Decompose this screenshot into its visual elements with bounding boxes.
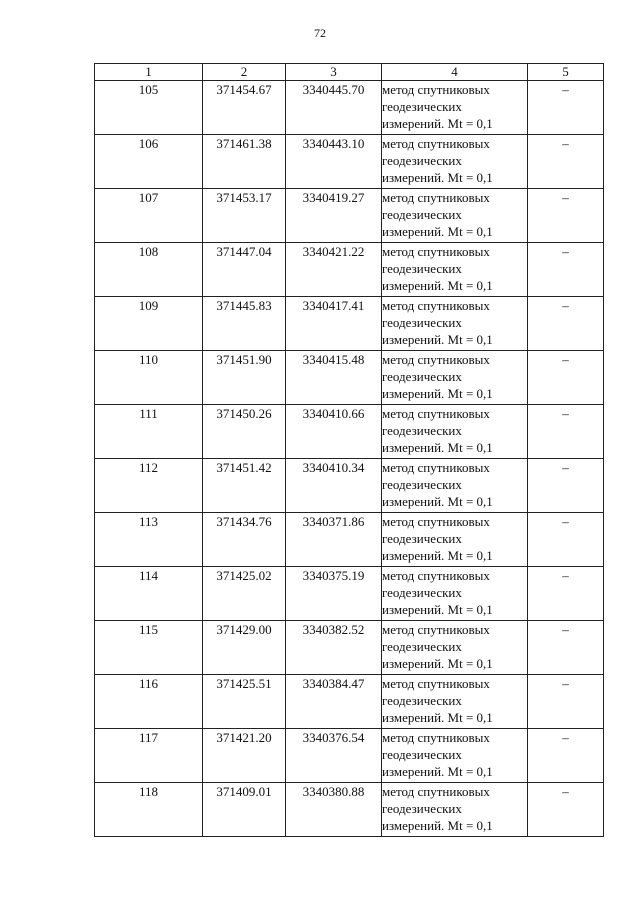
method-line-2: геодезических <box>382 747 462 762</box>
column-header-1: 1 <box>95 64 203 81</box>
y-coordinate-cell: 3340415.48 <box>286 351 382 405</box>
method-line-2: геодезических <box>382 153 462 168</box>
method-line-3: измерений. Mt = 0,1 <box>382 386 493 401</box>
method-line-1: метод спутниковых <box>382 406 490 421</box>
x-coordinate-cell: 371425.51 <box>203 675 286 729</box>
method-line-3: измерений. Mt = 0,1 <box>382 332 493 347</box>
table-body <box>95 81 604 837</box>
table-row <box>95 351 604 405</box>
method-line-1: метод спутниковых <box>382 136 490 151</box>
table-row <box>95 243 604 297</box>
point-number-cell: 114 <box>95 567 203 621</box>
method-cell <box>382 243 528 297</box>
method-line-3: измерений. Mt = 0,1 <box>382 494 493 509</box>
method-cell <box>382 297 528 351</box>
point-number-cell: 118 <box>95 783 203 837</box>
method-line-2: геодезических <box>382 207 462 222</box>
table-row <box>95 81 604 135</box>
method-line-3: измерений. Mt = 0,1 <box>382 278 493 293</box>
method-cell <box>382 513 528 567</box>
point-number-cell: 107 <box>95 189 203 243</box>
method-line-2: геодезических <box>382 531 462 546</box>
x-coordinate-cell: 371425.02 <box>203 567 286 621</box>
method-line-1: метод спутниковых <box>382 514 490 529</box>
method-line-1: метод спутниковых <box>382 82 490 97</box>
point-number-cell: 116 <box>95 675 203 729</box>
method-line-1: метод спутниковых <box>382 676 490 691</box>
method-line-3: измерений. Mt = 0,1 <box>382 548 493 563</box>
table-row <box>95 135 604 189</box>
column-5-cell: – <box>528 297 604 351</box>
y-coordinate-cell: 3340410.66 <box>286 405 382 459</box>
method-cell <box>382 351 528 405</box>
method-line-3: измерений. Mt = 0,1 <box>382 602 493 617</box>
point-number-cell: 117 <box>95 729 203 783</box>
y-coordinate-cell: 3340445.70 <box>286 81 382 135</box>
y-coordinate-cell: 3340443.10 <box>286 135 382 189</box>
y-coordinate-cell: 3340410.34 <box>286 459 382 513</box>
y-coordinate-cell: 3340375.19 <box>286 567 382 621</box>
method-line-2: геодезических <box>382 99 462 114</box>
method-line-1: метод спутниковых <box>382 190 490 205</box>
x-coordinate-cell: 371447.04 <box>203 243 286 297</box>
x-coordinate-cell: 371429.00 <box>203 621 286 675</box>
method-line-2: геодезических <box>382 369 462 384</box>
column-5-cell: – <box>528 351 604 405</box>
method-line-3: измерений. Mt = 0,1 <box>382 440 493 455</box>
x-coordinate-cell: 371451.42 <box>203 459 286 513</box>
point-number-cell: 113 <box>95 513 203 567</box>
column-header-5: 5 <box>528 64 604 81</box>
y-coordinate-cell: 3340384.47 <box>286 675 382 729</box>
method-cell <box>382 81 528 135</box>
column-5-cell: – <box>528 729 604 783</box>
column-5-cell: – <box>528 675 604 729</box>
y-coordinate-cell: 3340419.27 <box>286 189 382 243</box>
point-number-cell: 110 <box>95 351 203 405</box>
method-line-1: метод спутниковых <box>382 244 490 259</box>
column-header-4: 4 <box>382 64 528 81</box>
method-line-1: метод спутниковых <box>382 460 490 475</box>
point-number-cell: 105 <box>95 81 203 135</box>
method-line-2: геодезических <box>382 315 462 330</box>
x-coordinate-cell: 371434.76 <box>203 513 286 567</box>
method-cell <box>382 135 528 189</box>
point-number-cell: 115 <box>95 621 203 675</box>
x-coordinate-cell: 371461.38 <box>203 135 286 189</box>
column-5-cell: – <box>528 621 604 675</box>
x-coordinate-cell: 371409.01 <box>203 783 286 837</box>
column-header-2: 2 <box>203 64 286 81</box>
table-row <box>95 513 604 567</box>
table-row <box>95 783 604 837</box>
method-cell <box>382 189 528 243</box>
column-5-cell: – <box>528 81 604 135</box>
method-cell <box>382 567 528 621</box>
y-coordinate-cell: 3340421.22 <box>286 243 382 297</box>
point-number-cell: 106 <box>95 135 203 189</box>
method-line-3: измерений. Mt = 0,1 <box>382 764 493 779</box>
point-number-cell: 108 <box>95 243 203 297</box>
method-cell <box>382 729 528 783</box>
x-coordinate-cell: 371454.67 <box>203 81 286 135</box>
method-line-2: геодезических <box>382 261 462 276</box>
table-header-row <box>95 64 604 81</box>
x-coordinate-cell: 371451.90 <box>203 351 286 405</box>
coordinates-table <box>94 63 604 837</box>
method-line-3: измерений. Mt = 0,1 <box>382 116 493 131</box>
x-coordinate-cell: 371453.17 <box>203 189 286 243</box>
column-5-cell: – <box>528 189 604 243</box>
method-line-3: измерений. Mt = 0,1 <box>382 224 493 239</box>
method-cell <box>382 459 528 513</box>
method-cell <box>382 783 528 837</box>
column-header-3: 3 <box>286 64 382 81</box>
table-row <box>95 567 604 621</box>
method-cell <box>382 621 528 675</box>
point-number-cell: 109 <box>95 297 203 351</box>
x-coordinate-cell: 371421.20 <box>203 729 286 783</box>
y-coordinate-cell: 3340371.86 <box>286 513 382 567</box>
method-line-1: метод спутниковых <box>382 352 490 367</box>
y-coordinate-cell: 3340380.88 <box>286 783 382 837</box>
y-coordinate-cell: 3340417.41 <box>286 297 382 351</box>
table-row <box>95 297 604 351</box>
column-5-cell: – <box>528 135 604 189</box>
method-cell <box>382 675 528 729</box>
table-row <box>95 405 604 459</box>
column-5-cell: – <box>528 243 604 297</box>
method-line-2: геодезических <box>382 585 462 600</box>
method-line-2: геодезических <box>382 801 462 816</box>
method-line-3: измерений. Mt = 0,1 <box>382 656 493 671</box>
method-line-2: геодезических <box>382 477 462 492</box>
column-5-cell: – <box>528 567 604 621</box>
method-line-1: метод спутниковых <box>382 784 490 799</box>
method-line-3: измерений. Mt = 0,1 <box>382 818 493 833</box>
method-line-2: геодезических <box>382 639 462 654</box>
column-5-cell: – <box>528 405 604 459</box>
x-coordinate-cell: 371450.26 <box>203 405 286 459</box>
method-line-1: метод спутниковых <box>382 622 490 637</box>
y-coordinate-cell: 3340376.54 <box>286 729 382 783</box>
y-coordinate-cell: 3340382.52 <box>286 621 382 675</box>
column-5-cell: – <box>528 513 604 567</box>
table-row <box>95 189 604 243</box>
method-line-2: геодезических <box>382 423 462 438</box>
table-row <box>95 729 604 783</box>
table-row <box>95 621 604 675</box>
method-line-2: геодезических <box>382 693 462 708</box>
method-cell <box>382 405 528 459</box>
method-line-3: измерений. Mt = 0,1 <box>382 710 493 725</box>
table-row <box>95 675 604 729</box>
method-line-1: метод спутниковых <box>382 298 490 313</box>
method-line-1: метод спутниковых <box>382 730 490 745</box>
table-row <box>95 459 604 513</box>
method-line-1: метод спутниковых <box>382 568 490 583</box>
method-line-3: измерений. Mt = 0,1 <box>382 170 493 185</box>
x-coordinate-cell: 371445.83 <box>203 297 286 351</box>
column-5-cell: – <box>528 459 604 513</box>
column-5-cell: – <box>528 783 604 837</box>
point-number-cell: 111 <box>95 405 203 459</box>
point-number-cell: 112 <box>95 459 203 513</box>
page-number: 72 <box>314 26 326 40</box>
